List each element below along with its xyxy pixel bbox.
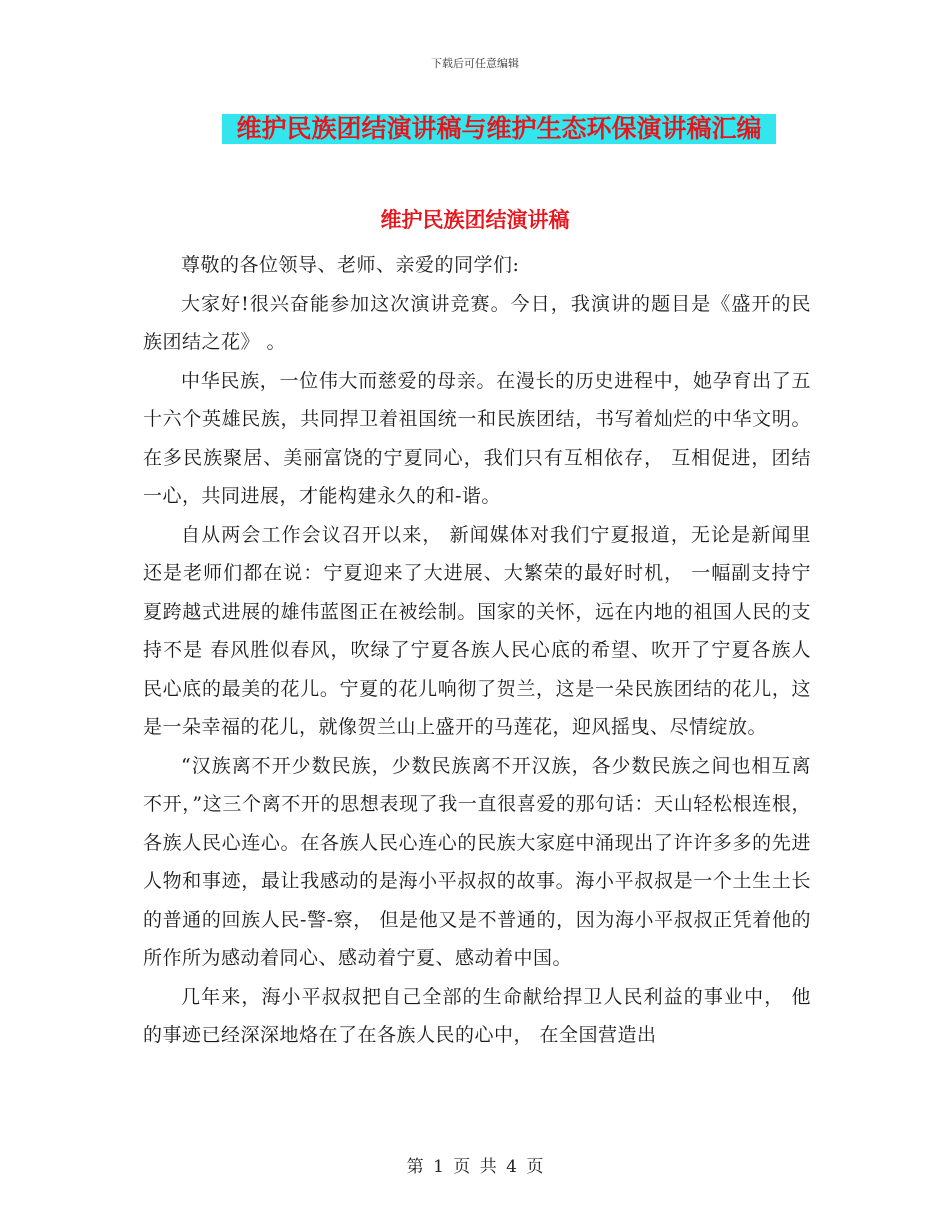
paragraph-three-inseparables: “汉族离不开少数民族，少数民族离不开汉族，各少数民族之间也相互离不开，”这三个离不开的思想表现了我一直很喜爱的那句话：天山轻松根连根，各族人民心连心。在各族人民心连心的民族大家庭中涌现出了许许多多的先进人物和事迹，最让我感动的是海小平叔叔的故事。海小平叔叔是一个土生土长的普通的回族人民-警-察， 但是他又是不普通的，因为海小平叔叔正凭着他的所作所为感动着同心、感动着宁夏、感动着中国。	[143, 754, 811, 969]
header-note: 下载后可任意编辑	[431, 57, 519, 70]
paragraph-greeting: 尊敬的各位领导、老师、亲爱的同学们:	[181, 254, 520, 276]
page-number-footer: 第 1 页 共 4 页	[406, 1157, 544, 1177]
section-title: 维护民族团结演讲稿	[380, 208, 570, 232]
speech-body	[143, 246, 811, 1055]
document-main-title: 维护民族团结演讲稿与维护生态环保演讲稿汇编	[222, 114, 776, 144]
paragraph-chinese-nation: 中华民族，一位伟大而慈爱的母亲。在漫长的历史进程中，她孕育出了五十六个英雄民族，共同捍卫着祖国统一和民族团结，书写着灿烂的中华文明。在多民族聚居、美丽富饶的宁夏同心，我们只有互相依存， 互相促进，团结一心，共同进展，才能构建永久的和-谐。	[143, 369, 811, 507]
paragraph-ningxia-development: 自从两会工作会议召开以来， 新闻媒体对我们宁夏报道，无论是新闻里还是老师们都在说：宁夏迎来了大进展、大繁荣的最好时机， 一幅副支持宁夏跨越式进展的雄伟蓝图正在被绘制。国家的关怀，远在内地的祖国人民的支持不是 春风胜似春风，吹绿了宁夏各族人民心底的希望、吹开了宁夏各族人 民心底的最美的花儿。宁夏的花儿响彻了贺兰，这是一朵民族团结的花儿，这是一朵幸福的花儿，就像贺兰山上盛开的马莲花，迎风摇曳、尽情绽放。	[143, 523, 811, 738]
paragraph-hai-xiaoping: 几年来，海小平叔叔把自己全部的生命献给捍卫人民利益的事业中， 他的事迹已经深深地烙在了在各族人民的心中， 在全国营造出	[143, 985, 811, 1046]
paragraph-intro: 大家好!很兴奋能参加这次演讲竞赛。今日，我演讲的题目是《盛开的民族团结之花》 。	[143, 292, 811, 353]
